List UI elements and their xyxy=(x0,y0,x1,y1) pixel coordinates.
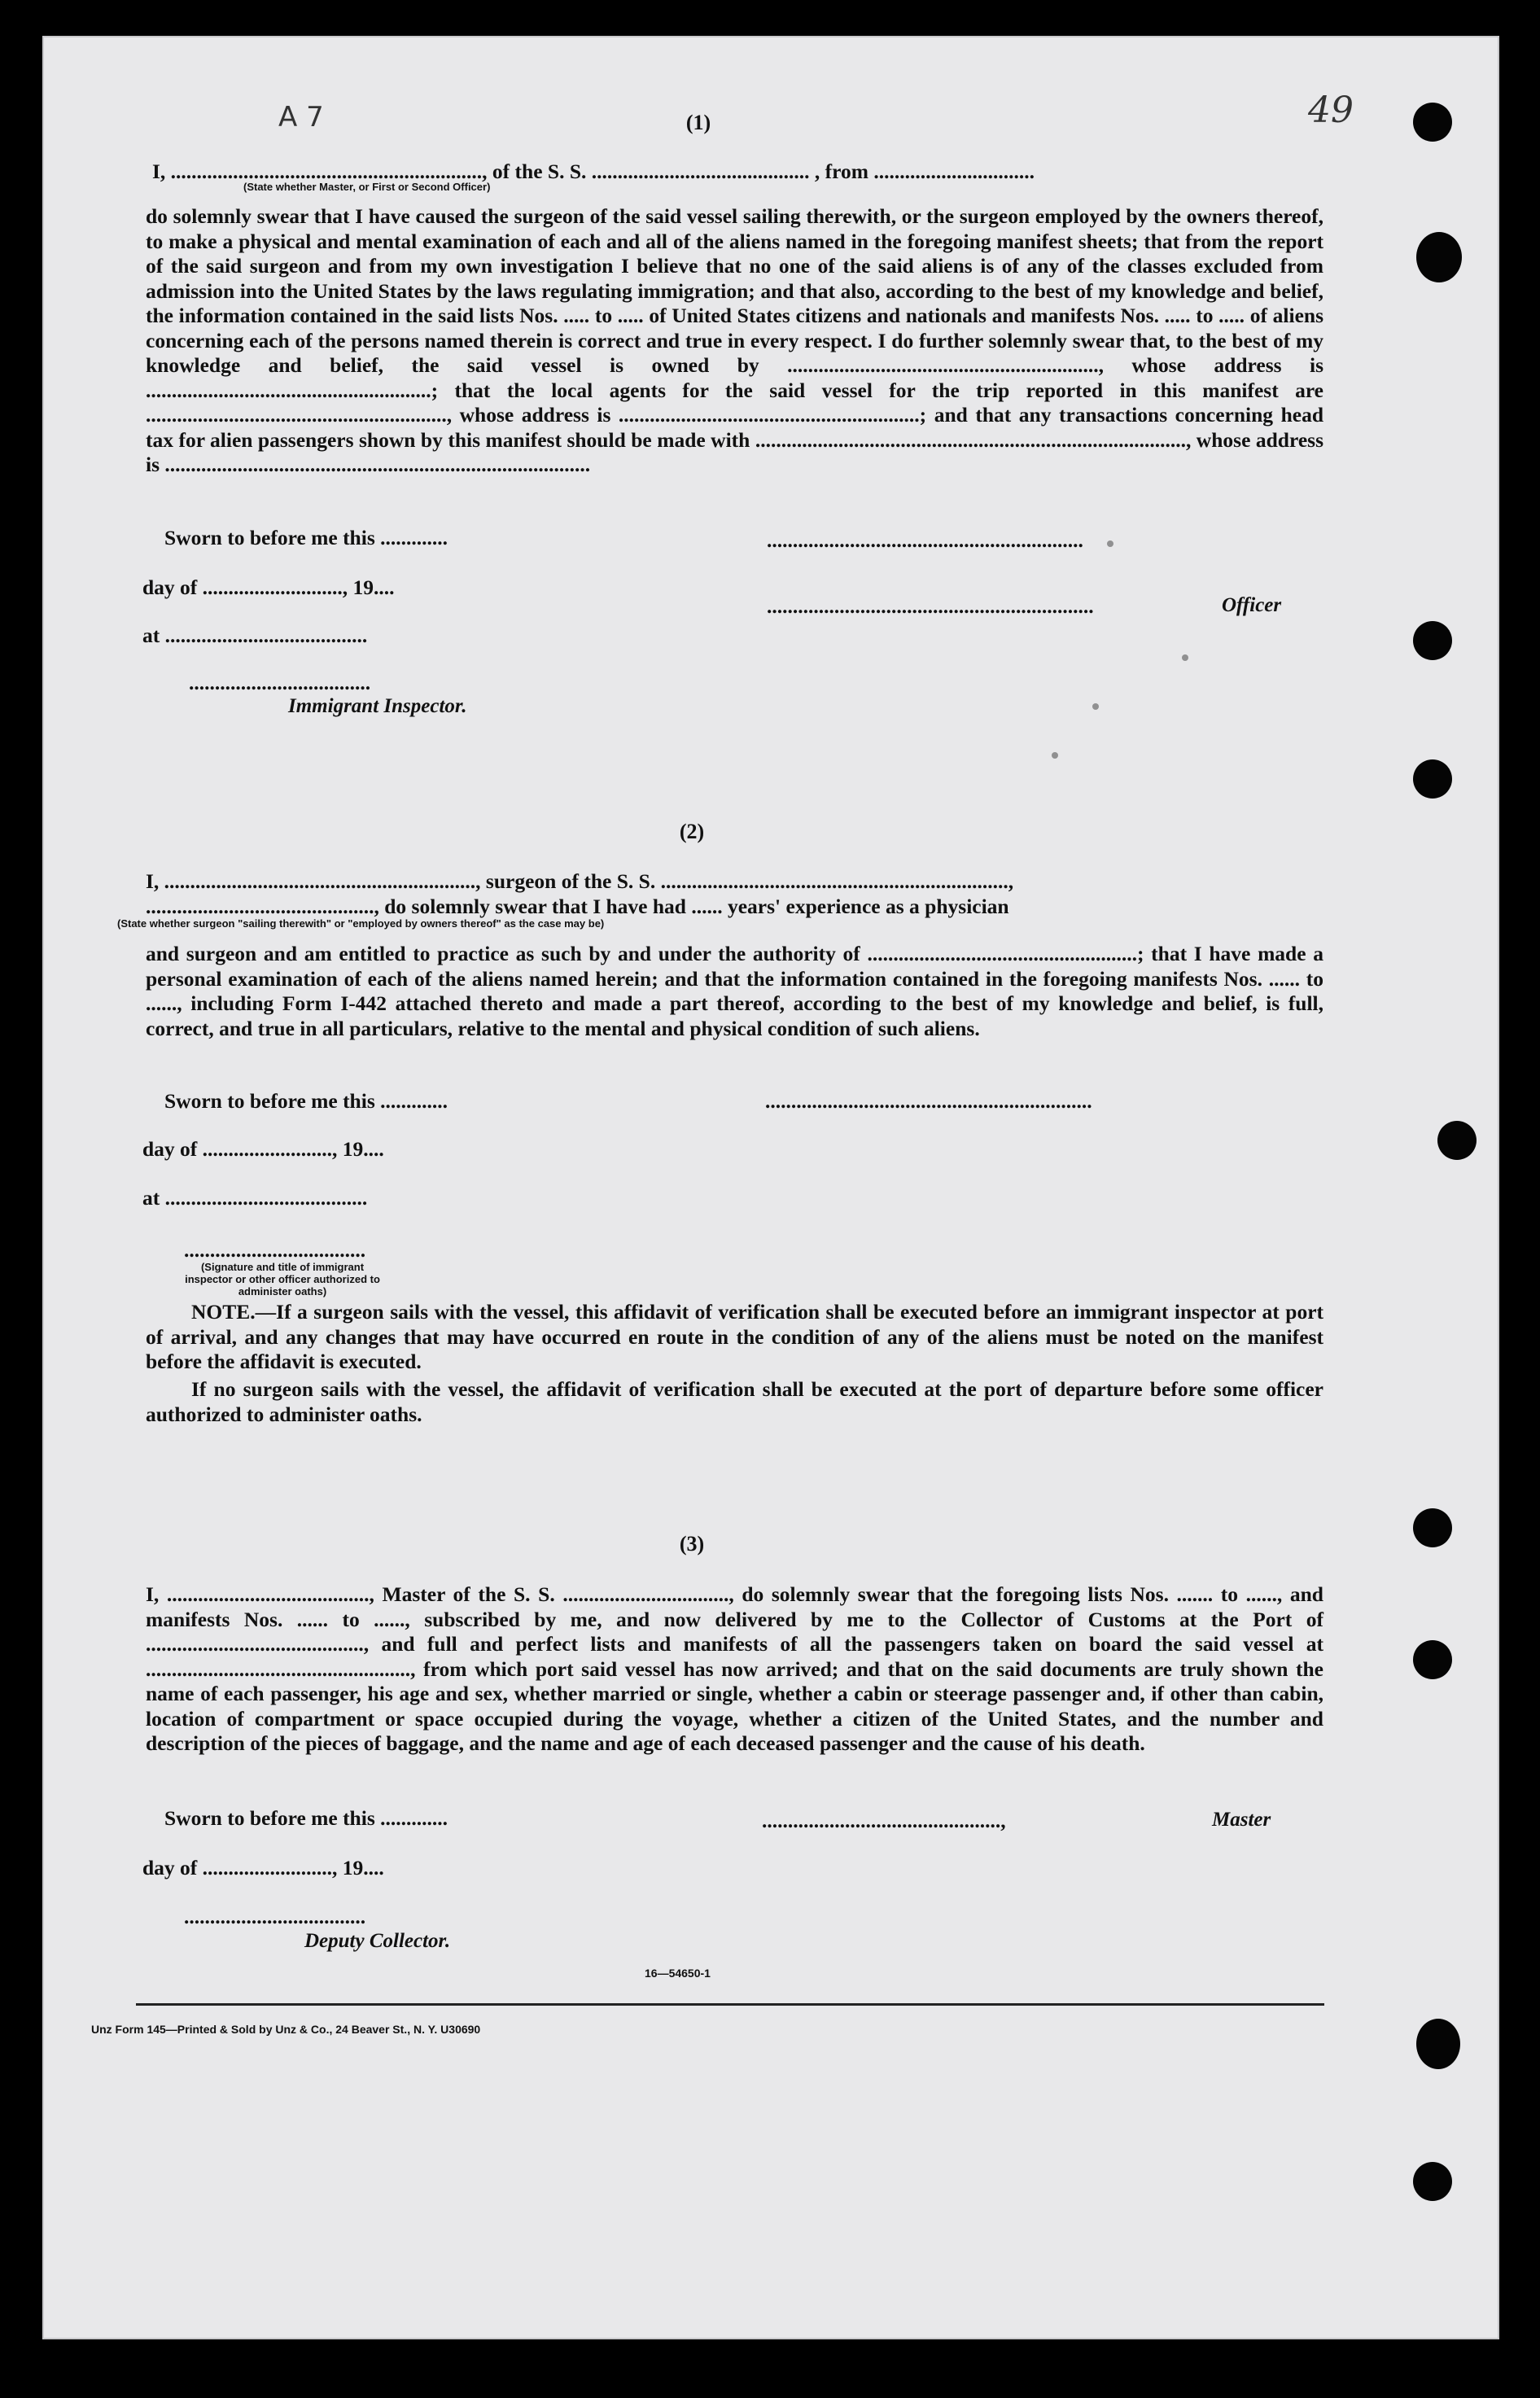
binder-hole xyxy=(1413,103,1452,142)
section-3-master-line: .............................................., xyxy=(762,1809,1006,1832)
handwritten-page-number: 49 xyxy=(1308,90,1354,131)
binder-hole xyxy=(1413,1508,1452,1547)
section-1-day: day of ..........................., 19.... xyxy=(142,575,395,599)
section-2-right-line: ............................................................... xyxy=(765,1089,1092,1113)
section-1-officer-line: ............................................................... xyxy=(767,594,1094,618)
section-2-at: at ....................................... xyxy=(142,1186,368,1210)
section-2-number: (2) xyxy=(679,820,705,843)
binder-hole xyxy=(1413,2162,1452,2201)
section-1-inspector-label: Immigrant Inspector. xyxy=(288,695,467,717)
section-2-signature-line: ................................... xyxy=(184,1238,366,1262)
bleed-mark xyxy=(1182,654,1188,661)
section-1-officer-label: Officer xyxy=(1222,594,1282,616)
section-1-body: do solemnly swear that I have caused the surgeon of the said vessel sailing therewith, or the surgeon employed by the owners thereof, to make a physical and mental examination of each and all of the aliens named in the foregoing manifest sheets; that from the report of the said surgeon and from my own investigation I believe that no one of the said aliens is of any of the classes excluded from admission into the United States by the laws regulating immigration; and that also, according to the best of my knowledge and belief, the information contained in the said lists Nos. ..... to ..... of United States citizens and nationals and manifests Nos. ..... to ..... of aliens concerning each of the persons named therein is correct and true in every respect. I do further solemnly swear that, to the best of my knowledge and belief, the said vessel is owned by ............................................................, whose address is .......................................................; that the local agents for the said vessel for the trip reported in this manifest are .........................................................., whose address is ..........................................................; and that any transactions concerning head tax for alien passengers shown by this manifest should be made with ..................................................................................., whose address is .................................................................................. xyxy=(146,204,1323,476)
form-page xyxy=(42,36,1499,2339)
printer-footer: Unz Form 145—Printed & Sold by Unz & Co., 24 Beaver St., N. Y. U30690 xyxy=(91,2023,481,2036)
section-3-body: I, ......................................., Master of the S. S. ................................, do solemnly swear that the foregoing lists Nos. ....... to ......, and manifests Nos. ...... to ......, subscribed by me, and now delivered by me to the Collector of Customs at the Port of .........................................., and full and perfect lists and manifests of all the passengers taken on board the said vessel at ..................................................., from which port said vessel has now arrived; and that on the said documents are truly shown the name of each passenger, his age and sex, whether married or single, whether a cabin or steerage passenger and, if other than cabin, location of compartment or space occupied during the voyage, whether a citizen of the United States, and the number and description of the pieces of baggage, and the name and age of each deceased passenger and the cause of his death. xyxy=(146,1582,1323,1755)
section-3-number: (3) xyxy=(679,1532,705,1556)
form-code: 16—54650-1 xyxy=(645,1967,711,1980)
bleed-mark xyxy=(1107,540,1113,547)
section-1-sworn: Sworn to before me this ............. xyxy=(164,526,448,549)
section-2-line-1: I, ............................................................, surgeon of the S. S. ..................................................................., xyxy=(146,869,1014,893)
section-3-collector-label: Deputy Collector. xyxy=(304,1930,451,1952)
section-3-signature-line: ................................... xyxy=(184,1905,366,1928)
bleed-mark xyxy=(1052,752,1058,759)
binder-hole xyxy=(1416,2019,1460,2069)
note-2: If no surgeon sails with the vessel, the affidavit of verification shall be executed at the port of departure before some officer authorized to administer oaths. xyxy=(146,1377,1323,1426)
section-2-caption: (State whether surgeon "sailing therewith" or "employed by owners thereof" as the case may be) xyxy=(117,917,605,930)
section-2-signature-caption: (Signature and title of immigrant inspector or other officer authorized to administer oaths) xyxy=(185,1261,380,1297)
section-3-sworn: Sworn to before me this ............. xyxy=(164,1806,448,1830)
binder-hole xyxy=(1413,621,1452,660)
note-1: NOTE.—If a surgeon sails with the vessel, this affidavit of verification shall be executed before an immigrant inspector at port of arrival, and any changes that may have occurred en route in the condition of any of the aliens must be noted on the manifest before the affidavit is executed. xyxy=(146,1300,1323,1373)
section-1-caption: (State whether Master, or First or Second Officer) xyxy=(243,181,491,193)
binder-hole xyxy=(1413,759,1452,799)
section-1-number: (1) xyxy=(685,111,711,134)
binder-hole xyxy=(1413,1640,1452,1679)
section-2-line-2: ............................................, do solemnly swear that I have had ...... years' experience as a physician xyxy=(146,895,1009,918)
section-2-sworn: Sworn to before me this ............. xyxy=(164,1089,448,1113)
binder-hole xyxy=(1416,232,1462,282)
section-2-day: day of ........................., 19.... xyxy=(142,1137,384,1161)
binder-hole xyxy=(1437,1121,1477,1160)
section-1-header-line: I, ............................................................, of the S. S. .......................................... , from ............................... xyxy=(152,160,1035,183)
section-3-day: day of ........................., 19.... xyxy=(142,1856,384,1879)
bleed-mark xyxy=(1092,703,1099,710)
section-1-signature-line: ................................... xyxy=(189,671,371,694)
section-1-right-line: ............................................................. xyxy=(767,528,1083,552)
section-3-master-label: Master xyxy=(1212,1809,1271,1831)
section-2-body: and surgeon and am entitled to practice as such by and under the authority of ....................................................; that I have made a personal examination of each of the aliens named herein; and that the information contained in the foregoing manifests Nos. ...... to ......, including Form I-442 attached thereto and made a part thereof, according to the best of my knowledge and belief, is full, correct, and true in all particulars, relative to the mental and physical condition of such aliens. xyxy=(146,942,1323,1040)
section-1-at: at ....................................... xyxy=(142,624,368,647)
footer-rule xyxy=(136,2003,1324,2006)
corner-mark: A 7 xyxy=(278,101,324,133)
